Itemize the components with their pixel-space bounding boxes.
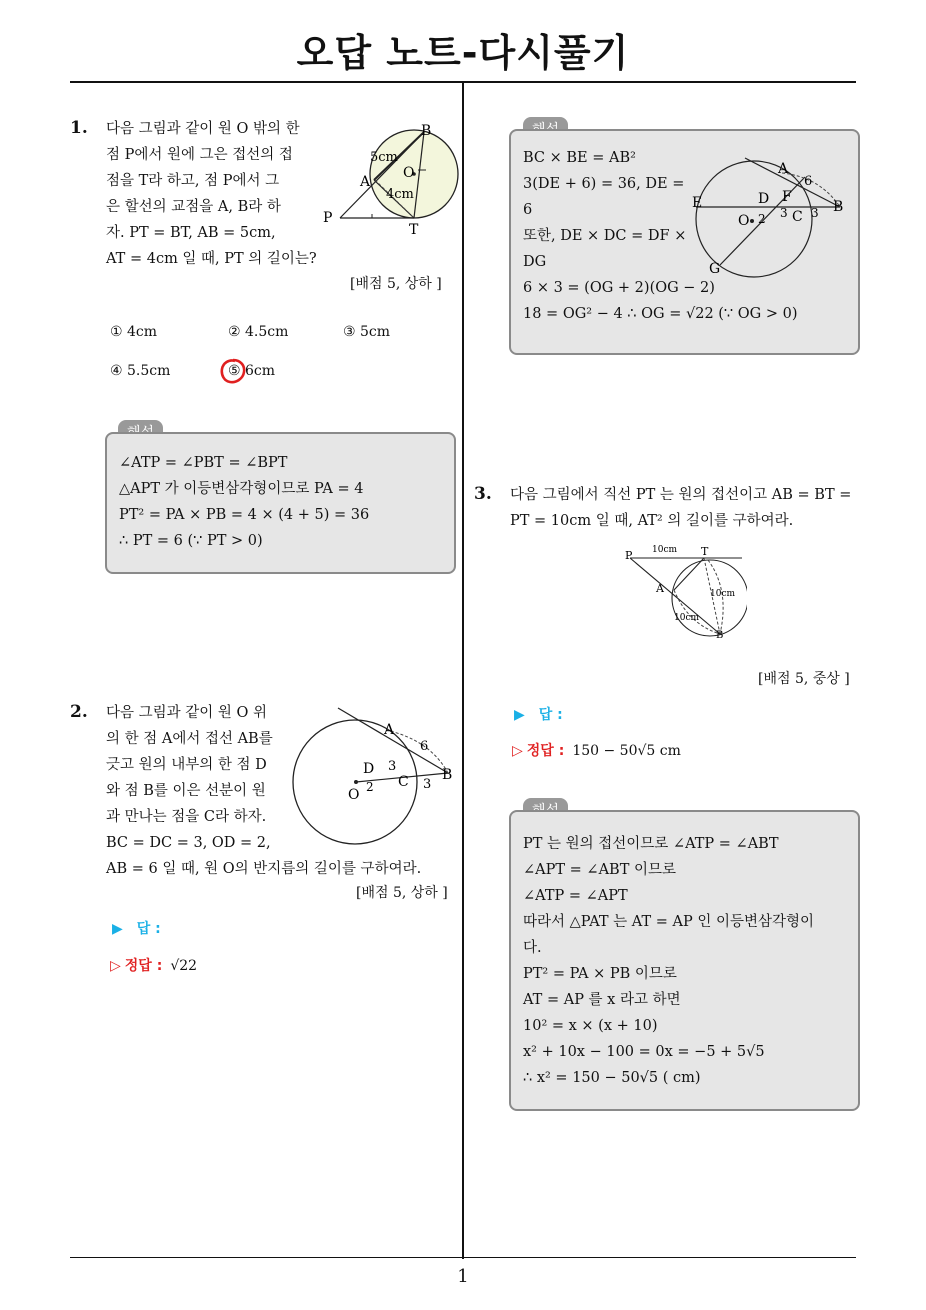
q3-fig-label: 10cm xyxy=(710,589,736,599)
answer-arrow-icon: ▶ xyxy=(514,707,525,723)
sol2-fig-label: O xyxy=(738,213,750,229)
q2-line: 다음 그림과 같이 원 O 위 xyxy=(106,705,267,721)
q3-solution-line: 따라서 △PAT 는 AT = AP 인 이등변삼각형이 xyxy=(523,914,815,930)
sol2-line: DG xyxy=(523,254,547,270)
q2-fig-label: D xyxy=(363,761,375,777)
q1-fig-label: P xyxy=(323,210,333,226)
q3-line: PT = 10cm 일 때, AT² 의 길이를 구하여라. xyxy=(510,513,794,529)
q1-line: AT = 4cm 일 때, PT 의 길이는? xyxy=(106,251,317,267)
q2-fig-label: 6 xyxy=(420,739,429,754)
sol2-line: 18 = OG² − 4 ∴ OG = √22 (∵ OG > 0) xyxy=(523,306,798,322)
sol2-fig-label: G xyxy=(709,261,721,277)
q1-line: 점 P에서 원에 그은 접선의 접 xyxy=(106,147,293,163)
q1-fig-label: O xyxy=(403,165,415,181)
q3-score: [배점 5, 중상 ] xyxy=(758,671,850,687)
q3-solution-line: 10² = x × (x + 10) xyxy=(523,1018,658,1034)
sol2-fig-label: C xyxy=(792,209,803,225)
q3-line: 다음 그림에서 직선 PT 는 원의 접선이고 AB = BT = xyxy=(510,487,852,503)
sol2-line: 또한, DE × DC = DF × xyxy=(523,228,687,244)
q3-fig-label: 10cm xyxy=(674,613,700,623)
column-divider xyxy=(462,82,464,1259)
q3-solution-line: AT = AP 를 x 라고 하면 xyxy=(523,992,681,1008)
q3-solution-line: ∴ x² = 150 − 50√5 ( cm) xyxy=(523,1070,701,1086)
correct-arrow-icon: ▷ xyxy=(512,743,523,759)
q1-score: [배점 5, 상하 ] xyxy=(350,276,442,292)
q1-line: 자. PT = BT, AB = 5cm, xyxy=(106,225,276,241)
q2-number: 2. xyxy=(70,702,88,722)
q3-text xyxy=(510,482,860,534)
q1-choice-5[interactable]: ⑤ 6cm xyxy=(228,363,276,379)
q2-score: [배점 5, 상하 ] xyxy=(356,885,448,901)
q3-fig-label: 10cm xyxy=(652,545,678,555)
q2-line: 의 한 점 A에서 접선 AB를 xyxy=(106,731,273,747)
q2-fig-label: 3 xyxy=(388,759,397,774)
bottom-divider xyxy=(70,1257,856,1258)
sol2-line: BC × BE = AB² xyxy=(523,150,636,166)
sol2-fig-label: D xyxy=(758,191,770,207)
q1-solution-line: PT² = PA × PB = 4 × (4 + 5) = 36 xyxy=(119,507,370,523)
q1-text xyxy=(106,116,334,272)
q3-number: 3. xyxy=(474,484,492,504)
q2-line: 와 점 B를 이은 선분이 원 xyxy=(106,783,266,799)
sol2-fig-label: F xyxy=(782,189,792,205)
sol2-fig-label: B xyxy=(833,199,844,215)
q1-figure xyxy=(318,118,463,238)
q1-fig-label: A xyxy=(360,174,371,190)
q3-solution-line: ∠APT = ∠ABT 이므로 xyxy=(523,862,676,878)
q2-line: AB = 6 일 때, 원 O의 반지름의 길이를 구하여라. xyxy=(106,861,422,877)
q1-fig-label: 5cm xyxy=(370,150,398,165)
sol2-fig-label: A xyxy=(778,161,789,177)
answer-arrow-icon: ▶ xyxy=(112,921,123,937)
q1-choice-3[interactable]: ③ 5cm xyxy=(343,324,391,340)
q2-fig-label: O xyxy=(348,787,360,803)
q3-answer-label: 답 : xyxy=(538,707,563,723)
q1-solution-line: ∴ PT = 6 (∵ PT > 0) xyxy=(119,533,263,549)
q2-figure xyxy=(290,700,460,845)
q1-choice-1[interactable]: ① 4cm xyxy=(110,324,158,340)
sol2-fig-label: 6 xyxy=(804,174,813,189)
q1-fig-label: 4cm xyxy=(386,187,414,202)
q1-choice-4[interactable]: ④ 5.5cm xyxy=(110,363,171,379)
q2-fig-label: 3 xyxy=(423,777,432,792)
q2-correct-label: 정답 : xyxy=(124,958,163,974)
q1-solution-line: ∠ATP = ∠PBT = ∠BPT xyxy=(119,455,288,471)
q3-solution-line: 다. xyxy=(523,940,542,956)
sol2-fig-label: 3 xyxy=(780,206,788,220)
q3-solution-box xyxy=(509,810,860,1111)
q1-line: 점을 T라 하고, 점 P에서 그 xyxy=(106,173,280,189)
q3-answer-row xyxy=(514,704,563,724)
q1-solution-line: △APT 가 이등변삼각형이므로 PA = 4 xyxy=(119,481,364,497)
q1-choice-2[interactable]: ② 4.5cm xyxy=(228,324,289,340)
sol2-line: 3(DE + 6) = 36, DE = xyxy=(523,176,685,192)
q3-solution-line: x² + 10x − 100 = 0x = −5 + 5√5 xyxy=(523,1044,765,1060)
q1-number: 1. xyxy=(70,118,88,138)
q2-correct-row xyxy=(110,955,197,975)
q3-fig-label: A xyxy=(656,582,664,595)
q2-answer-row xyxy=(112,918,161,938)
q2-fig-label: 2 xyxy=(366,780,374,794)
q3-figure xyxy=(622,542,747,642)
sol2-line: 6 xyxy=(523,202,533,218)
q1-line: 다음 그림과 같이 원 O 밖의 한 xyxy=(106,121,300,137)
sol2-fig-label: E xyxy=(692,195,703,211)
q2-fig-label: B xyxy=(442,767,453,783)
page-number: 1 xyxy=(457,1266,469,1287)
q2-correct-value: √22 xyxy=(170,958,198,974)
q2-fig-label: C xyxy=(398,774,409,790)
q3-solution-line: PT 는 원의 접선이므로 ∠ATP = ∠ABT xyxy=(523,836,779,852)
q3-solution-line: ∠ATP = ∠APT xyxy=(523,888,628,904)
q2-answer-label: 답 : xyxy=(136,921,161,937)
q1-line: 은 할선의 교점을 A, B라 하 xyxy=(106,199,281,215)
q3-correct-value: 150 − 50√5 cm xyxy=(572,743,681,759)
sol2-fig-label: 3 xyxy=(811,206,819,220)
q3-fig-label: T xyxy=(701,545,709,558)
page-title: 오답 노트-다시풀기 xyxy=(296,31,630,75)
correct-arrow-icon: ▷ xyxy=(110,958,121,974)
q3-solution-line: PT² = PA × PB 이므로 xyxy=(523,966,677,982)
selected-answer-circle xyxy=(218,356,248,386)
q2-line: BC = DC = 3, OD = 2, xyxy=(106,835,271,851)
q2-fig-label: A xyxy=(384,722,395,738)
sol2-figure xyxy=(690,155,850,280)
q2-line: 긋고 원의 내부의 한 점 D xyxy=(106,757,267,773)
q1-fig-label: T xyxy=(409,222,419,238)
sol2-line: 6 × 3 = (OG + 2)(OG − 2) xyxy=(523,280,715,296)
q3-correct-row xyxy=(512,740,681,760)
q2-text xyxy=(106,700,422,882)
q3-correct-label: 정답 : xyxy=(526,743,565,759)
q2-line: 과 만나는 점을 C라 하자. xyxy=(106,809,267,825)
q3-fig-label: B xyxy=(716,630,724,641)
q1-fig-label: B xyxy=(421,123,432,139)
q1-solution-box xyxy=(105,432,456,574)
q3-fig-label: P xyxy=(625,549,633,562)
sol2-fig-label: 2 xyxy=(758,212,766,226)
